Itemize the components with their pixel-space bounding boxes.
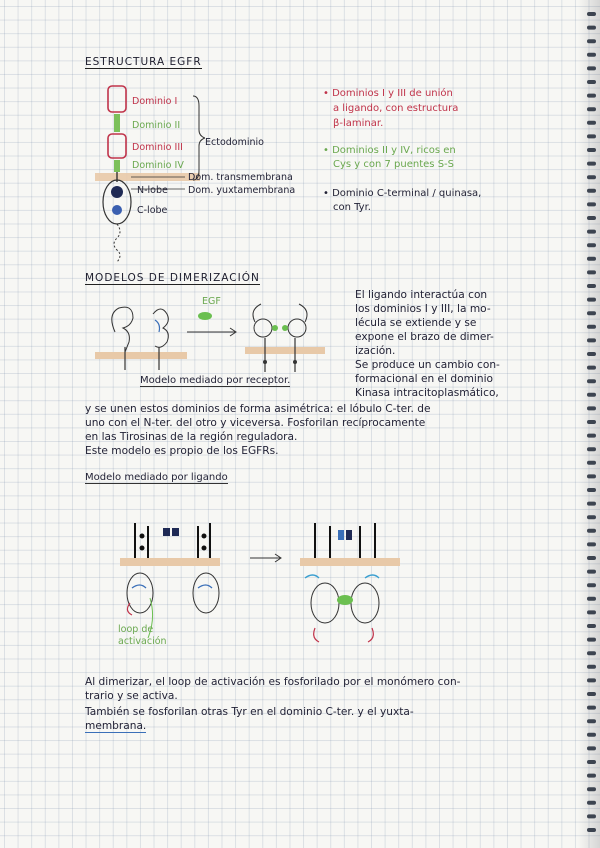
text2-full-line-1: y se unen estos dominios de forma asimétrica: el lóbulo C-ter. de bbox=[85, 403, 431, 415]
text3-line-4-text: membrana. bbox=[85, 720, 147, 732]
domain-3-box bbox=[108, 134, 126, 158]
spiral-coil bbox=[587, 474, 596, 478]
spiral-coil bbox=[587, 134, 596, 138]
spiral-coil bbox=[587, 502, 596, 506]
membrane-band-left bbox=[95, 352, 187, 359]
spiral-coil bbox=[587, 719, 596, 723]
caption-receptor-model bbox=[140, 375, 290, 386]
monomer-left-1 bbox=[112, 307, 133, 352]
note-green-line-1: • Dominios II y IV, ricos en bbox=[323, 145, 456, 156]
spiral-coil bbox=[587, 284, 596, 288]
spiral-coil bbox=[587, 570, 596, 574]
note-green-line-2: Cys y con 7 puentes S-S bbox=[333, 159, 455, 170]
spiral-coil bbox=[587, 733, 596, 737]
label-transmembrana: Dom. transmembrana bbox=[188, 172, 293, 183]
caption-receptor-model-text: Modelo mediado por receptor. bbox=[140, 375, 291, 386]
spiral-coil bbox=[587, 801, 596, 805]
label-dominio-3: Dominio III bbox=[132, 142, 183, 153]
c-terminal-tail bbox=[114, 224, 120, 262]
right-dimer-kinase-1 bbox=[311, 583, 339, 623]
note-red-line-3: β-laminar. bbox=[333, 118, 384, 129]
spiral-coil bbox=[587, 189, 596, 193]
spiral-coil bbox=[587, 338, 596, 342]
spiral-coil bbox=[587, 651, 596, 655]
spiral-coil bbox=[587, 39, 596, 43]
spiral-coil bbox=[587, 814, 596, 818]
text2-line-1: El ligando interactúa con bbox=[355, 289, 488, 301]
note-dark-line-1: • Dominio C-terminal / quinasa, bbox=[323, 188, 482, 199]
label-dominio-1: Dominio I bbox=[132, 96, 178, 107]
spiral-coil bbox=[587, 434, 596, 438]
spiral-coil bbox=[587, 515, 596, 519]
spiral-coil bbox=[587, 461, 596, 465]
n-lobe-circle bbox=[111, 186, 123, 198]
membrane-band-right-3 bbox=[300, 558, 400, 566]
spiral-coil bbox=[587, 556, 596, 560]
label-loop-de: loop de bbox=[118, 624, 154, 635]
egf-ligand bbox=[198, 312, 212, 320]
text2-line-5: ización. bbox=[355, 345, 396, 357]
ectodomain-brace bbox=[193, 96, 205, 180]
section-title-modelos bbox=[85, 272, 260, 284]
domain-4-bar bbox=[114, 160, 120, 172]
spiral-coil bbox=[587, 624, 596, 628]
label-c-lobe: C-lobe bbox=[137, 205, 168, 216]
spiral-coil bbox=[587, 352, 596, 356]
left-monomer-kinase-1 bbox=[127, 573, 153, 613]
text2-full-line-2: uno con el N-ter. del otro y viceversa. Fosforilan recíprocamente bbox=[85, 417, 426, 429]
spiral-coil bbox=[587, 665, 596, 669]
section-title-estructura-text: ESTRUCTURA EGFR bbox=[85, 56, 202, 68]
domain-1-box bbox=[108, 86, 126, 112]
spiral-coil bbox=[587, 379, 596, 383]
spiral-coil bbox=[587, 787, 596, 791]
spiral-coil bbox=[587, 107, 596, 111]
spiral-coil bbox=[587, 597, 596, 601]
spiral-coil bbox=[587, 121, 596, 125]
spiral-coil bbox=[587, 420, 596, 424]
monomer-left-2 bbox=[153, 309, 168, 347]
label-activacion: activación bbox=[118, 636, 167, 647]
text2-line-4: expone el brazo de dimer- bbox=[355, 331, 494, 343]
phospho-tails bbox=[314, 628, 374, 642]
spiral-coil bbox=[587, 216, 596, 220]
spiral-coil bbox=[587, 12, 596, 16]
spiral-coil bbox=[587, 488, 596, 492]
spiral-coil bbox=[587, 270, 596, 274]
left-monomer-kinase-2 bbox=[193, 573, 219, 613]
text3-line-1 bbox=[85, 675, 461, 690]
spiral-coil bbox=[587, 94, 596, 98]
spiral-coil bbox=[587, 393, 596, 397]
section-title-estructura bbox=[85, 56, 202, 68]
note-red-line-2: a ligando, con estructura bbox=[333, 103, 459, 114]
label-dominio-4: Dominio IV bbox=[132, 160, 184, 171]
text2-line-7: formacional en el dominio bbox=[355, 373, 493, 385]
egf-bound-2 bbox=[282, 325, 288, 331]
text3-line-2: trario y se activa. bbox=[85, 690, 178, 702]
right-dimer-kinase-2 bbox=[351, 583, 379, 623]
spiral-coil bbox=[587, 366, 596, 370]
label-yuxtamembrana: Dom. yuxtamembrana bbox=[188, 185, 296, 196]
spiral-coil bbox=[587, 311, 596, 315]
section-title-ligando-text: Modelo mediado por ligando bbox=[85, 472, 228, 483]
text3-line-3: También se fosforilan otras Tyr en el dominio C-ter. y el yuxta- bbox=[85, 706, 414, 718]
domain-2-bar bbox=[114, 114, 120, 132]
section-title-modelos-text: MODELOS DE DIMERIZACIÓN bbox=[85, 272, 260, 284]
spiral-coil bbox=[587, 610, 596, 614]
spiral-coil bbox=[587, 80, 596, 84]
c-lobe-circle bbox=[112, 205, 122, 215]
spiral-coil bbox=[587, 706, 596, 710]
spiral-coil bbox=[587, 257, 596, 261]
spiral-coil bbox=[587, 447, 596, 451]
spiral-coil bbox=[587, 638, 596, 642]
spiral-coil bbox=[587, 678, 596, 682]
spiral-coil bbox=[587, 746, 596, 750]
section-title-ligando bbox=[85, 472, 228, 483]
text2-line-8: Kinasa intracitoplasmático, bbox=[355, 387, 499, 399]
text2-full-line-3: en las Tirosinas de la región reguladora. bbox=[85, 431, 298, 443]
spiral-coil bbox=[587, 325, 596, 329]
label-n-lobe: N-lobe bbox=[137, 185, 168, 196]
dimer-interface bbox=[337, 595, 353, 605]
spiral-coil bbox=[587, 202, 596, 206]
spiral-coil bbox=[587, 692, 596, 696]
spiral-coil bbox=[587, 583, 596, 587]
membrane-band-right bbox=[245, 347, 325, 354]
note-red-line-1: • Dominios I y III de unión bbox=[323, 88, 453, 99]
spiral-coil bbox=[587, 230, 596, 234]
text2-line-3: lécula se extiende y se bbox=[355, 317, 477, 329]
spiral-coil bbox=[587, 148, 596, 152]
spiral-coil bbox=[587, 175, 596, 179]
spiral-coil bbox=[587, 298, 596, 302]
text3-line-4 bbox=[85, 719, 146, 734]
membrane-band-left-3 bbox=[120, 558, 220, 566]
spiral-coil bbox=[587, 53, 596, 57]
spiral-coil bbox=[587, 162, 596, 166]
spiral-coil bbox=[587, 66, 596, 70]
ligand-model-diagram bbox=[110, 518, 410, 653]
note-dark-line-2: con Tyr. bbox=[333, 202, 371, 213]
label-ectodominio: Ectodominio bbox=[205, 137, 264, 148]
text2-line-2: los dominios I y III, la mo- bbox=[355, 303, 491, 315]
spiral-coil bbox=[587, 760, 596, 764]
egf-bound-1 bbox=[272, 325, 278, 331]
label-egf: EGF bbox=[202, 296, 221, 307]
spiral-coil bbox=[587, 542, 596, 546]
text2-line-6: Se produce un cambio con- bbox=[355, 359, 500, 371]
spiral-coil bbox=[587, 26, 596, 30]
spiral-coil bbox=[587, 529, 596, 533]
label-dominio-2: Dominio II bbox=[132, 120, 181, 131]
text3-line-1-text: Al dimerizar, el loop de activación es fosforilado por el monómero con- bbox=[85, 676, 461, 688]
text2-full-line-4: Este modelo es propio de los EGFRs. bbox=[85, 445, 279, 457]
spiral-coil bbox=[587, 243, 596, 247]
spiral-coil bbox=[587, 406, 596, 410]
spiral-coil bbox=[587, 828, 596, 832]
spiral-binding bbox=[584, 8, 598, 840]
spiral-coil bbox=[587, 774, 596, 778]
